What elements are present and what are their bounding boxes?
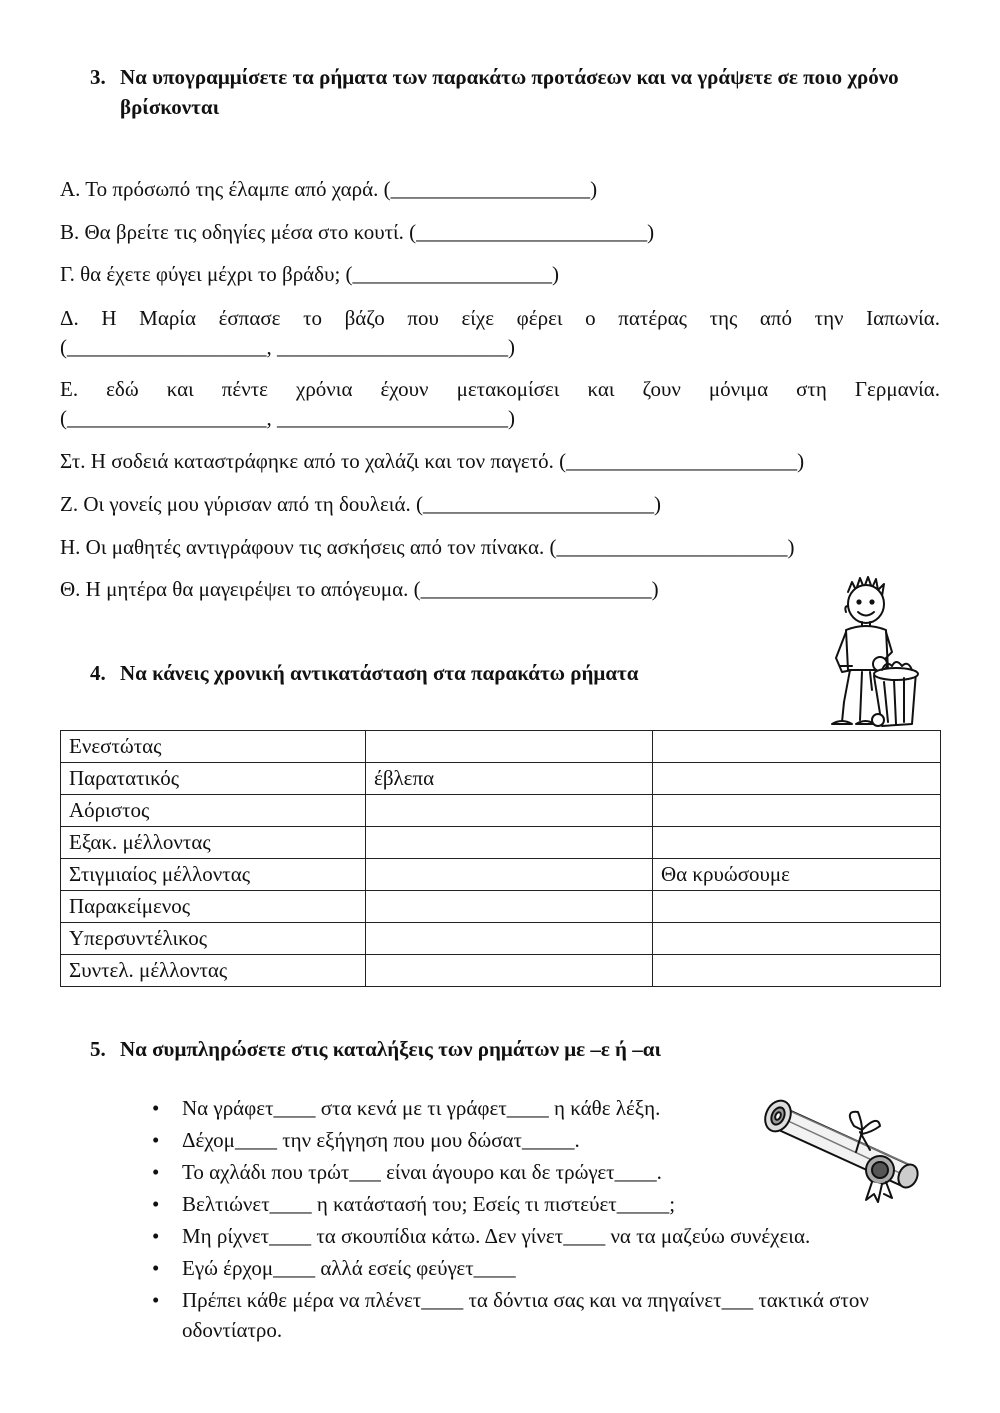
tense-label: Ενεστώτας: [61, 731, 366, 763]
exercise-item-g: Γ. θα έχετε φύγει μέχρι το βράδυ; (___________________): [60, 262, 560, 286]
section-title: Να κάνεις χρονική αντικατάσταση στα παρακάτω ρήματα: [120, 661, 639, 685]
answer-cell[interactable]: Θα κρυώσουμε: [653, 859, 941, 891]
boy-with-trash-can-illustration: [812, 572, 938, 732]
item-d-sentence: Δ. Η Μαρία έσπασε το βάζο που είχε φέρει ο πατέρας της από την Ιαπωνία.: [60, 306, 940, 330]
bullet-icon: •: [152, 1224, 160, 1248]
answer-cell[interactable]: [366, 923, 653, 955]
exercise-item-z: Ζ. Οι γονείς μου γύρισαν από τη δουλειά. (______________________): [60, 492, 661, 516]
table-row: [61, 827, 941, 859]
table-row: [61, 763, 941, 795]
answer-cell[interactable]: [366, 731, 653, 763]
list-item: [152, 1093, 952, 1123]
list-item-text: Μη ρίχνετ____ τα σκουπίδια κάτω. Δεν γίνετ____ να τα μαζεύω συνέχεια.: [182, 1224, 811, 1248]
bullet-icon: •: [152, 1192, 160, 1216]
section-title: Να υπογραμμίσετε τα ρήματα των παρακάτω προτάσεων και να γράψετε σε ποιο χρόνο βρίσκονται: [120, 65, 899, 119]
section-number: 5.: [90, 1037, 106, 1061]
tense-label: Αόριστος: [61, 795, 366, 827]
section-title: Να συμπληρώσετε στις καταλήξεις των ρημάτων με –ε ή –αι: [120, 1037, 661, 1061]
answer-cell[interactable]: [366, 891, 653, 923]
fill-in-list: [152, 1093, 952, 1347]
answer-cell[interactable]: [366, 795, 653, 827]
answer-cell[interactable]: [366, 955, 653, 987]
tense-label: Εξακ. μέλλοντας: [61, 827, 366, 859]
answer-cell[interactable]: [653, 827, 941, 859]
answer-cell[interactable]: [366, 859, 653, 891]
item-d-blanks: (___________________, ______________________): [60, 335, 515, 359]
answer-cell[interactable]: [366, 827, 653, 859]
answer-cell[interactable]: [653, 923, 941, 955]
bullet-icon: •: [152, 1160, 160, 1184]
table-row: [61, 859, 941, 891]
answer-cell[interactable]: έβλεπα: [366, 763, 653, 795]
exercise-item-st: Στ. Η σοδειά καταστράφηκε από το χαλάζι και τον παγετό. (______________________): [60, 449, 805, 473]
list-item-text: Δέχομ____ την εξήγηση που μου δώσατ_____.: [182, 1128, 580, 1152]
tense-label: Παρακείμενος: [61, 891, 366, 923]
exercise-item-h: Η. Οι μαθητές αντιγράφουν τις ασκήσεις από τον πίνακα. (______________________): [60, 535, 795, 559]
list-item-text: Βελτιώνετ____ η κατάστασή του; Εσείς τι πιστεύετ_____;: [182, 1192, 676, 1216]
list-item-text: Πρέπει κάθε μέρα να πλένετ____ τα δόντια σας και να πηγαίνετ___ τακτικά στον οδοντίατρο.: [182, 1288, 869, 1342]
exercise-item-b: Β. Θα βρείτε τις οδηγίες μέσα στο κουτί. (______________________): [60, 220, 655, 244]
bullet-icon: •: [152, 1096, 160, 1120]
answer-cell[interactable]: [653, 763, 941, 795]
table-row: [61, 731, 941, 763]
list-item: [152, 1157, 952, 1187]
list-item: [152, 1285, 952, 1345]
answer-cell[interactable]: [653, 891, 941, 923]
bullet-icon: •: [152, 1288, 160, 1312]
list-item-text: Να γράφετ____ στα κενά με τι γράφετ____ η κάθε λέξη.: [182, 1096, 661, 1120]
tense-label: Παρατατικός: [61, 763, 366, 795]
tense-label: Συντελ. μέλλοντας: [61, 955, 366, 987]
section-3-heading: [90, 62, 950, 124]
tense-label: Στιγμιαίος μέλλοντας: [61, 859, 366, 891]
table-row: [61, 955, 941, 987]
answer-cell[interactable]: [653, 795, 941, 827]
table-row: [61, 923, 941, 955]
section-5-heading: [90, 1034, 950, 1066]
answer-cell[interactable]: [653, 731, 941, 763]
bullet-icon: •: [152, 1256, 160, 1280]
item-e-blanks: (___________________, ______________________): [60, 406, 515, 430]
item-e-sentence: Ε. εδώ και πέντε χρόνια έχουν μετακομίσει και ζουν μόνιμα στη Γερμανία.: [60, 377, 940, 401]
list-item-text: Το αχλάδι που τρώτ___ είναι άγουρο και δε τρώγετ____.: [182, 1160, 662, 1184]
tense-table: [60, 730, 941, 987]
section-4-heading: [90, 658, 950, 690]
list-item: [152, 1253, 952, 1283]
answer-cell[interactable]: [653, 955, 941, 987]
list-item: [152, 1189, 952, 1219]
table-row: [61, 891, 941, 923]
list-item: [152, 1221, 952, 1251]
table-row: [61, 795, 941, 827]
exercise-item-a: Α. Το πρόσωπό της έλαμπε από χαρά. (___________________): [60, 177, 598, 201]
list-item-text: Εγώ έρχομ____ αλλά εσείς φεύγετ____: [182, 1256, 516, 1280]
section-number: 4.: [90, 661, 106, 685]
tense-label: Υπερσυντέλικος: [61, 923, 366, 955]
section-number: 3.: [90, 65, 106, 89]
exercise-item-th: Θ. Η μητέρα θα μαγειρέψει το απόγευμα. (______________________): [60, 577, 659, 601]
list-item: [152, 1125, 952, 1155]
exercise-item-e: [60, 374, 940, 432]
exercise-item-d: [60, 303, 940, 361]
bullet-icon: •: [152, 1128, 160, 1152]
